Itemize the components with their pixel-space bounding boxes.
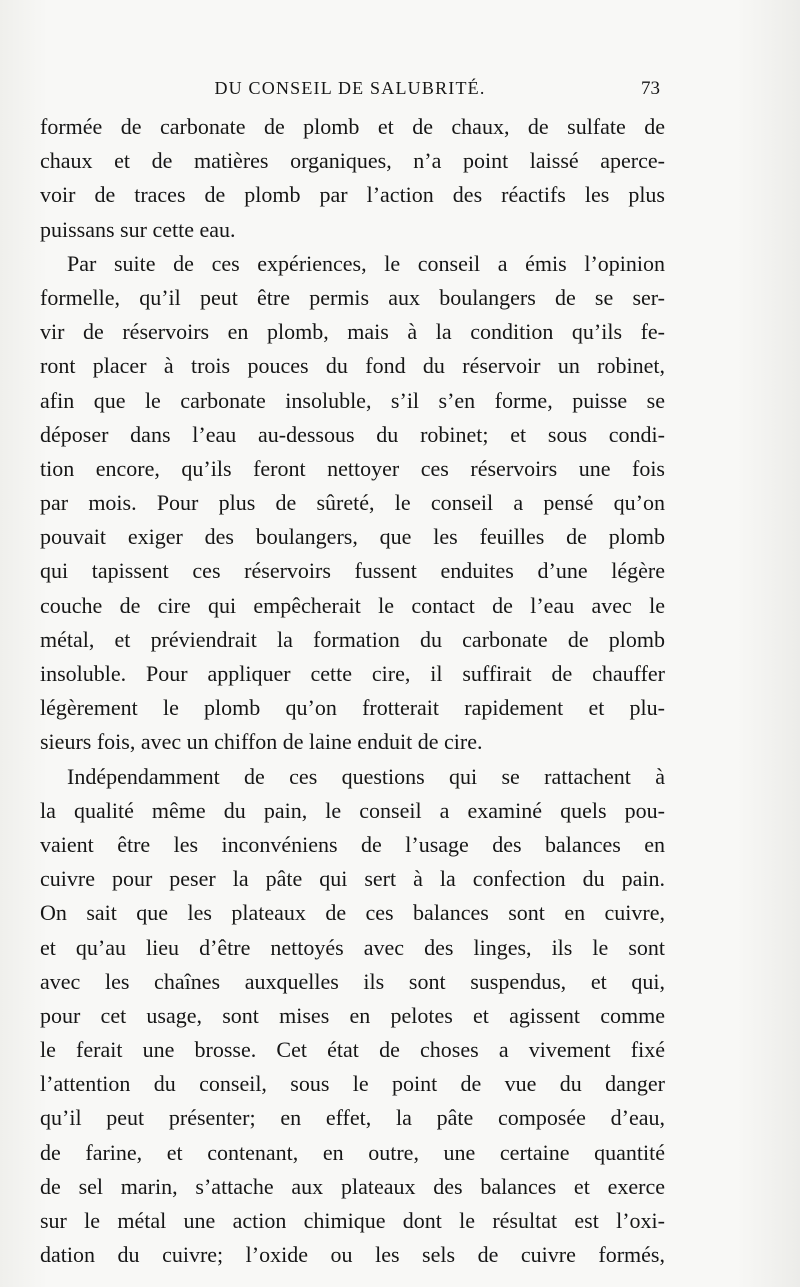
- text-line: cuivre pour peser la pâte qui sert à la confection du pain.: [40, 866, 665, 892]
- text-line: et qu’au lieu d’être nettoyés avec des linges, ils le sont: [40, 934, 665, 960]
- text-line: ront placer à trois pouces du fond du réservoir un robinet,: [40, 353, 665, 379]
- text-line: qui tapissent ces réservoirs fussent enduites d’une légère: [40, 558, 665, 584]
- text-line: déposer dans l’eau au-dessous du robinet; et sous condi-: [40, 421, 665, 447]
- text-line: afin que le carbonate insoluble, s’il s’en forme, puisse se: [40, 387, 665, 413]
- text-line: avec les chaînes auxquelles ils sont suspendus, et qui,: [40, 968, 665, 994]
- text-line: formée de carbonate de plomb et de chaux, de sulfate de: [40, 114, 665, 139]
- text-line: métal, et préviendrait la formation du carbonate de plomb: [40, 626, 665, 652]
- text-line: insoluble. Pour appliquer cette cire, il suffirait de chauffer: [40, 661, 665, 686]
- text-line: de farine, et contenant, en outre, une certaine quantité: [40, 1139, 665, 1165]
- text-line: pour cet usage, sont mises en pelotes et agissent comme: [40, 1002, 665, 1028]
- text-line: l’attention du conseil, sous le point de vue du danger: [40, 1071, 665, 1097]
- text-line: vir de réservoirs en plomb, mais à la condition qu’ils fe-: [40, 319, 665, 345]
- text-line: le ferait une brosse. Cet état de choses a vivement fixé: [40, 1037, 665, 1063]
- text-line: On sait que les plateaux de ces balances sont en cuivre,: [40, 900, 665, 926]
- text-line: sieurs fois, avec un chiffon de laine enduit de cire.: [40, 729, 483, 755]
- text-line: Indépendamment de ces questions qui se rattachent à: [67, 763, 665, 789]
- text-line: dation du cuivre; l’oxide ou les sels de cuivre formés,: [40, 1242, 665, 1268]
- page-number: 73: [641, 78, 660, 99]
- paragraph: [40, 247, 665, 760]
- text-line: par mois. Pour plus de sûreté, le conseil a pensé qu’on: [40, 490, 665, 516]
- text-line: voir de traces de plomb par l’action des réactifs les plus: [40, 182, 665, 208]
- text-line: qu’il peut présenter; en effet, la pâte composée d’eau,: [40, 1105, 665, 1131]
- text-line: formelle, qu’il peut être permis aux boulangers de se ser-: [40, 284, 665, 310]
- paragraph: [40, 110, 665, 247]
- running-head: DU CONSEIL DE SALUBRITÉ.: [214, 78, 486, 98]
- paragraph: [40, 760, 665, 1273]
- text-line: vaient être les inconvéniens de l’usage des balances en: [40, 831, 665, 857]
- text-line: couche de cire qui empêcherait le contact de l’eau avec le: [40, 592, 665, 618]
- text-line: puissans sur cette eau.: [40, 216, 236, 242]
- text-line: Par suite de ces expériences, le conseil a émis l’opinion: [67, 250, 665, 276]
- text-line: sur le métal une action chimique dont le résultat est l’oxi-: [40, 1208, 665, 1233]
- body-text: [40, 110, 665, 1272]
- text-line: pouvait exiger des boulangers, que les feuilles de plomb: [40, 524, 665, 550]
- text-line: la qualité même du pain, le conseil a examiné quels pou-: [40, 797, 665, 823]
- page-header: [40, 72, 660, 104]
- text-line: tion encore, qu’ils feront nettoyer ces réservoirs une fois: [40, 455, 665, 481]
- text-line: de sel marin, s’attache aux plateaux des balances et exerce: [40, 1173, 665, 1199]
- text-line: chaux et de matières organiques, n’a point laissé aperce-: [40, 148, 665, 174]
- text-line: légèrement le plomb qu’on frotterait rapidement et plu-: [40, 695, 665, 721]
